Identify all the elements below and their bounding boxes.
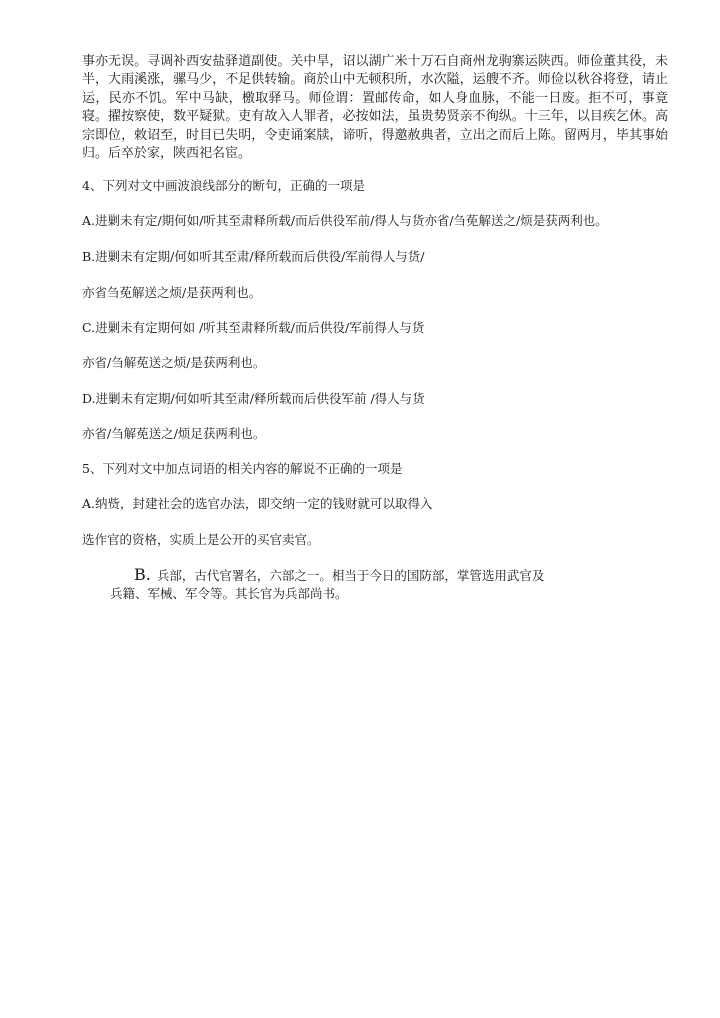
question-5-option-b-text: 兵部，古代官署名，六部之一。相当于今日的国防部，掌管选用武官及 <box>156 568 545 583</box>
question-4-option-a: A.进剿未有定/期何如/听其至肃释所载/而后供役军前/得人与货亦省/刍莬解送之/烦是获两利也。 <box>82 213 608 228</box>
question-5-option-a-line2: 选作官的资格，实质上是公开的买官卖官。 <box>82 532 320 547</box>
question-5-option-b-text2: 兵籍、军械、军令等。其长官为兵部尚书。 <box>110 586 348 601</box>
question-5-stem: 5、下列对文中加点词语的相关内容的解说不正确的一项是 <box>82 461 403 476</box>
passage-paragraph: 事亦无误。寻调补西安盐驿道副使。关中旱，诏以湖广米十万石自商州龙驹寨运陕西。师俭董其役，未半，大雨溪涨，骡马少，不足供转输。商於山中无顿积所，水次隘，运艘不齐。师俭以秋谷将登，请止运，民亦不饥。军中马缺，檄取驿马。师俭谓：置邮传命，如人身血脉，不能一日废。拒不可，事竟寝。擢按察使，数平疑狱。吏有故入人罪者，必按如法，虽贵势贤亲不徇纵。十三年，以目疾乞休。高宗即位，敕诏至，时目已失明，令吏诵案牍，谛听，得邀赦典者，立出之而后上陈。留两月，毕其事始归。后卒於家，陕西祀名宦。 <box>82 54 668 162</box>
question-5-option-a-line1: A.纳赀，封建社会的选官办法，即交纳一定的钱财就可以取得入 <box>82 496 433 511</box>
question-4-stem: 4、下列对文中画波浪线部分的断句，正确的一项是 <box>82 178 365 193</box>
question-5-option-b-letter: B. <box>134 565 151 584</box>
question-4-option-d-line2: 亦省/刍解莬送之/烦足获两利也。 <box>82 426 266 441</box>
question-5-option-b <box>110 566 610 603</box>
question-4-option-c-line1: C.进剿未有定期何如 /听其至肃释所载/而后供役/军前得人与货 <box>82 320 425 335</box>
question-4-option-d-line1: D.进剿未有定期/何如听其至肃/释所载而后供役军前 /得人与货 <box>82 391 425 406</box>
question-4-option-b-line1: B.进剿未有定期/何如听其至肃/释所载而后供役/军前得人与货/ <box>82 249 425 264</box>
question-4-option-c-line2: 亦省/刍解莬送之烦/是获两利也。 <box>82 355 266 370</box>
question-4-option-b-line2: 亦省刍莬解送之烦/是获两利也。 <box>82 285 262 300</box>
